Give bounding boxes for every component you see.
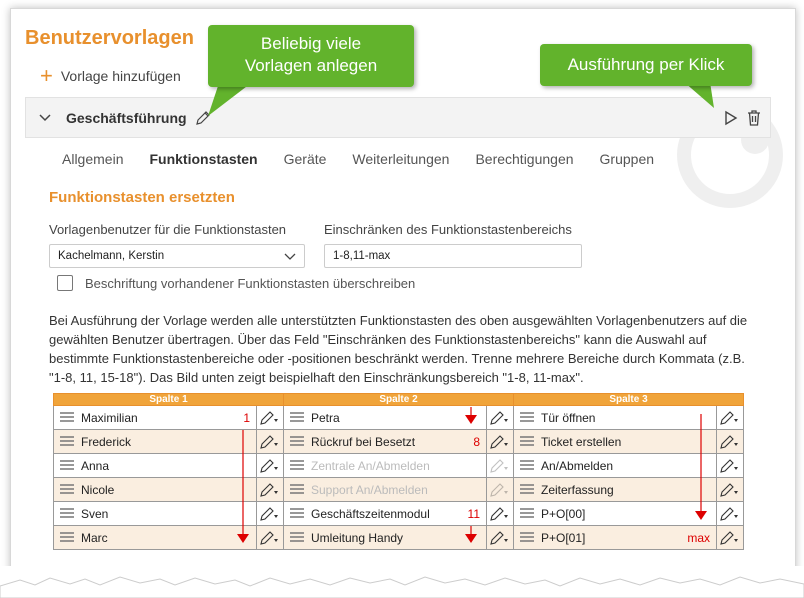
tab-berechtigungen[interactable]: Berechtigungen [475, 151, 574, 167]
callout-left-line2: Vorlagen anlegen [244, 56, 378, 75]
template-header[interactable] [25, 97, 771, 138]
key-cell-content [284, 502, 486, 525]
drag-handle-icon[interactable] [520, 411, 534, 425]
key-cell[interactable] [514, 526, 717, 550]
key-cell[interactable] [514, 430, 717, 454]
edit-key-button[interactable] [487, 430, 514, 454]
function-keys-table [53, 393, 744, 550]
overwrite-label: Beschriftung vorhandener Funktionstasten überschreiben [85, 276, 416, 291]
key-cell[interactable] [54, 478, 257, 502]
range-label: Einschränken des Funktionstastenbereichs [324, 222, 572, 237]
key-cell[interactable] [514, 454, 717, 478]
pencil-dropdown-icon [717, 529, 743, 547]
key-cell[interactable] [284, 406, 487, 430]
key-cell[interactable] [284, 478, 487, 502]
page-title: Benutzervorlagen [25, 27, 194, 49]
key-label: P+O[01] [541, 530, 586, 545]
drag-handle-icon[interactable] [520, 435, 534, 449]
tab-gruppen[interactable]: Gruppen [599, 151, 655, 167]
edit-key-button[interactable] [257, 454, 284, 478]
key-label: Maximilian [81, 410, 138, 425]
tab-funktionstasten[interactable]: Funktionstasten [149, 151, 258, 167]
range-arrow-col1 [236, 430, 250, 545]
pencil-dropdown-icon [487, 529, 513, 547]
drag-handle-icon[interactable] [520, 531, 534, 545]
drag-handle-icon[interactable] [290, 483, 304, 497]
column-header-2: Spalte 2 [284, 394, 514, 406]
edit-key-button[interactable] [257, 406, 284, 430]
table-row [54, 526, 744, 550]
pencil-dropdown-icon [487, 481, 513, 499]
trash-icon[interactable] [746, 109, 762, 127]
key-label: Umleitung Handy [311, 530, 404, 545]
edit-key-button[interactable] [717, 526, 744, 550]
callout-right-tail [680, 82, 720, 112]
pencil-dropdown-icon [257, 409, 283, 427]
range-arrow-col2-bottom [464, 526, 478, 544]
key-cell-content [54, 406, 256, 429]
edit-key-button[interactable] [487, 454, 514, 478]
tab-bar [62, 151, 680, 167]
pencil-dropdown-icon [487, 409, 513, 427]
range-marker: max [687, 531, 710, 545]
key-cell[interactable] [54, 406, 257, 430]
key-cell[interactable] [514, 502, 717, 526]
key-cell-content [284, 430, 486, 453]
chevron-down-icon [284, 250, 296, 262]
template-user-select[interactable] [49, 244, 305, 268]
drag-handle-icon[interactable] [60, 411, 74, 425]
key-label: Geschäftszeitenmodul [311, 506, 430, 521]
table-row [54, 406, 744, 430]
edit-key-button[interactable] [487, 406, 514, 430]
key-cell[interactable] [514, 478, 717, 502]
key-cell-content [514, 406, 716, 429]
play-icon[interactable] [724, 110, 738, 126]
drag-handle-icon[interactable] [290, 459, 304, 473]
edit-key-button[interactable] [257, 478, 284, 502]
key-cell[interactable] [284, 454, 487, 478]
drag-handle-icon[interactable] [290, 435, 304, 449]
edit-key-button[interactable] [717, 454, 744, 478]
pencil-dropdown-icon [487, 433, 513, 451]
pencil-dropdown-icon [717, 457, 743, 475]
column-header-3: Spalte 3 [514, 394, 744, 406]
key-label: Ticket erstellen [541, 434, 622, 449]
key-cell-content [54, 478, 256, 501]
range-marker: 8 [473, 435, 480, 449]
callout-left [208, 25, 414, 87]
pencil-dropdown-icon [717, 409, 743, 427]
key-label: Marc [81, 530, 108, 545]
edit-key-button[interactable] [487, 526, 514, 550]
key-cell-content [514, 430, 716, 453]
add-template-button[interactable] [40, 63, 181, 88]
drag-handle-icon[interactable] [60, 531, 74, 545]
section-title: Funktionstasten ersetzten [49, 189, 235, 206]
range-arrow-col2-top [464, 407, 478, 425]
edit-key-button[interactable] [717, 430, 744, 454]
drag-handle-icon[interactable] [520, 483, 534, 497]
pencil-dropdown-icon [487, 505, 513, 523]
key-label: P+O[00] [541, 506, 586, 521]
edit-key-button[interactable] [717, 502, 744, 526]
pencil-dropdown-icon [257, 529, 283, 547]
add-template-label: Vorlage hinzufügen [60, 68, 181, 84]
key-label: Zentrale An/Abmelden [311, 458, 430, 473]
key-cell[interactable] [514, 406, 717, 430]
template-user-label: Vorlagenbenutzer für die Funktionstasten [49, 222, 287, 237]
pencil-dropdown-icon [257, 481, 283, 499]
callout-left-line1: Beliebig viele [260, 34, 362, 53]
key-cell-content [54, 502, 256, 525]
key-label: An/Abmelden [541, 458, 614, 473]
key-cell-content [514, 502, 716, 525]
column-header-1: Spalte 1 [54, 394, 284, 406]
key-cell-content [284, 526, 486, 549]
tab-geraete[interactable]: Geräte [283, 151, 327, 167]
drag-handle-icon[interactable] [60, 507, 74, 521]
pencil-dropdown-icon [257, 505, 283, 523]
drag-handle-icon[interactable] [290, 531, 304, 545]
edit-key-button[interactable] [257, 526, 284, 550]
key-cell[interactable] [284, 430, 487, 454]
tab-weiterleitungen[interactable]: Weiterleitungen [352, 151, 450, 167]
drag-handle-icon[interactable] [60, 459, 74, 473]
key-cell[interactable] [54, 502, 257, 526]
key-cell-content [54, 526, 256, 549]
key-label: Anna [81, 458, 110, 473]
key-cell-content [284, 478, 486, 501]
range-value: 1-8,11-max [333, 250, 391, 262]
table-row [54, 478, 744, 502]
key-label: Tür öffnen [541, 410, 596, 425]
key-cell[interactable] [284, 526, 487, 550]
pencil-dropdown-icon [717, 433, 743, 451]
key-cell-content [54, 454, 256, 477]
template-name: Geschäftsführung [66, 109, 187, 126]
key-cell[interactable] [54, 526, 257, 550]
key-cell-content [514, 526, 716, 549]
range-input[interactable] [324, 244, 582, 268]
drag-handle-icon[interactable] [290, 411, 304, 425]
range-marker: 1 [243, 411, 250, 425]
key-label: Sven [81, 506, 109, 521]
key-cell-content [514, 454, 716, 477]
range-marker: 11 [467, 507, 480, 521]
pencil-dropdown-icon [717, 481, 743, 499]
key-label: Rückruf bei Besetzt [311, 434, 416, 449]
pencil-dropdown-icon [717, 505, 743, 523]
edit-key-button[interactable] [487, 478, 514, 502]
overwrite-checkbox[interactable] [57, 275, 73, 291]
template-user-value: Kachelmann, Kerstin [58, 250, 165, 262]
edit-key-button[interactable] [487, 502, 514, 526]
drag-handle-icon[interactable] [290, 507, 304, 521]
edit-key-button[interactable] [257, 502, 284, 526]
drag-handle-icon[interactable] [520, 459, 534, 473]
table-row [54, 502, 744, 526]
edit-key-button[interactable] [257, 430, 284, 454]
key-cell[interactable] [284, 502, 487, 526]
pencil-dropdown-icon [257, 433, 283, 451]
key-label: Nicole [81, 482, 115, 497]
key-cell[interactable] [54, 454, 257, 478]
drag-handle-icon[interactable] [60, 483, 74, 497]
pencil-dropdown-icon [487, 457, 513, 475]
tab-allgemein[interactable]: Allgemein [62, 151, 124, 167]
drag-handle-icon[interactable] [520, 507, 534, 521]
key-cell-content [54, 430, 256, 453]
key-label: Frederick [81, 434, 132, 449]
edit-key-button[interactable] [717, 478, 744, 502]
plus-icon: + [40, 63, 53, 88]
table-row [54, 454, 744, 478]
torn-edge-shape [0, 566, 804, 598]
pencil-dropdown-icon [257, 457, 283, 475]
key-cell-content [514, 478, 716, 501]
key-label: Zeiterfassung [541, 482, 614, 497]
key-label: Petra [311, 410, 340, 425]
table-row [54, 430, 744, 454]
range-arrow-col3 [694, 414, 708, 522]
key-cell[interactable] [54, 430, 257, 454]
key-cell-content [284, 454, 486, 477]
torn-edge [0, 566, 804, 598]
chevron-down-icon[interactable] [38, 111, 52, 125]
drag-handle-icon[interactable] [60, 435, 74, 449]
key-cell-content [284, 406, 486, 429]
key-label: Support An/Abmelden [311, 482, 428, 497]
edit-key-button[interactable] [717, 406, 744, 430]
callout-right: Ausführung per Klick [540, 44, 752, 86]
description-text: Bei Ausführung der Vorlage werden alle unterstützten Funktionstasten des oben ausgewählten Vorlagenbenutzers auf die gewählten Benutzer übertragen. Über das Feld "Einschränken des Funktionstastenbereichs" kann die Auswahl auf bestimmte Funktionstastenbereiche oder -positionen beschränkt werden. Trenne mehrere Bereiche durch Kommata (z.B. "1-8, 11, 15-18"). Das Bild unten zeigt beispielhaft den Einschränkungsbereich "1-8, 11-max". [49, 313, 748, 385]
